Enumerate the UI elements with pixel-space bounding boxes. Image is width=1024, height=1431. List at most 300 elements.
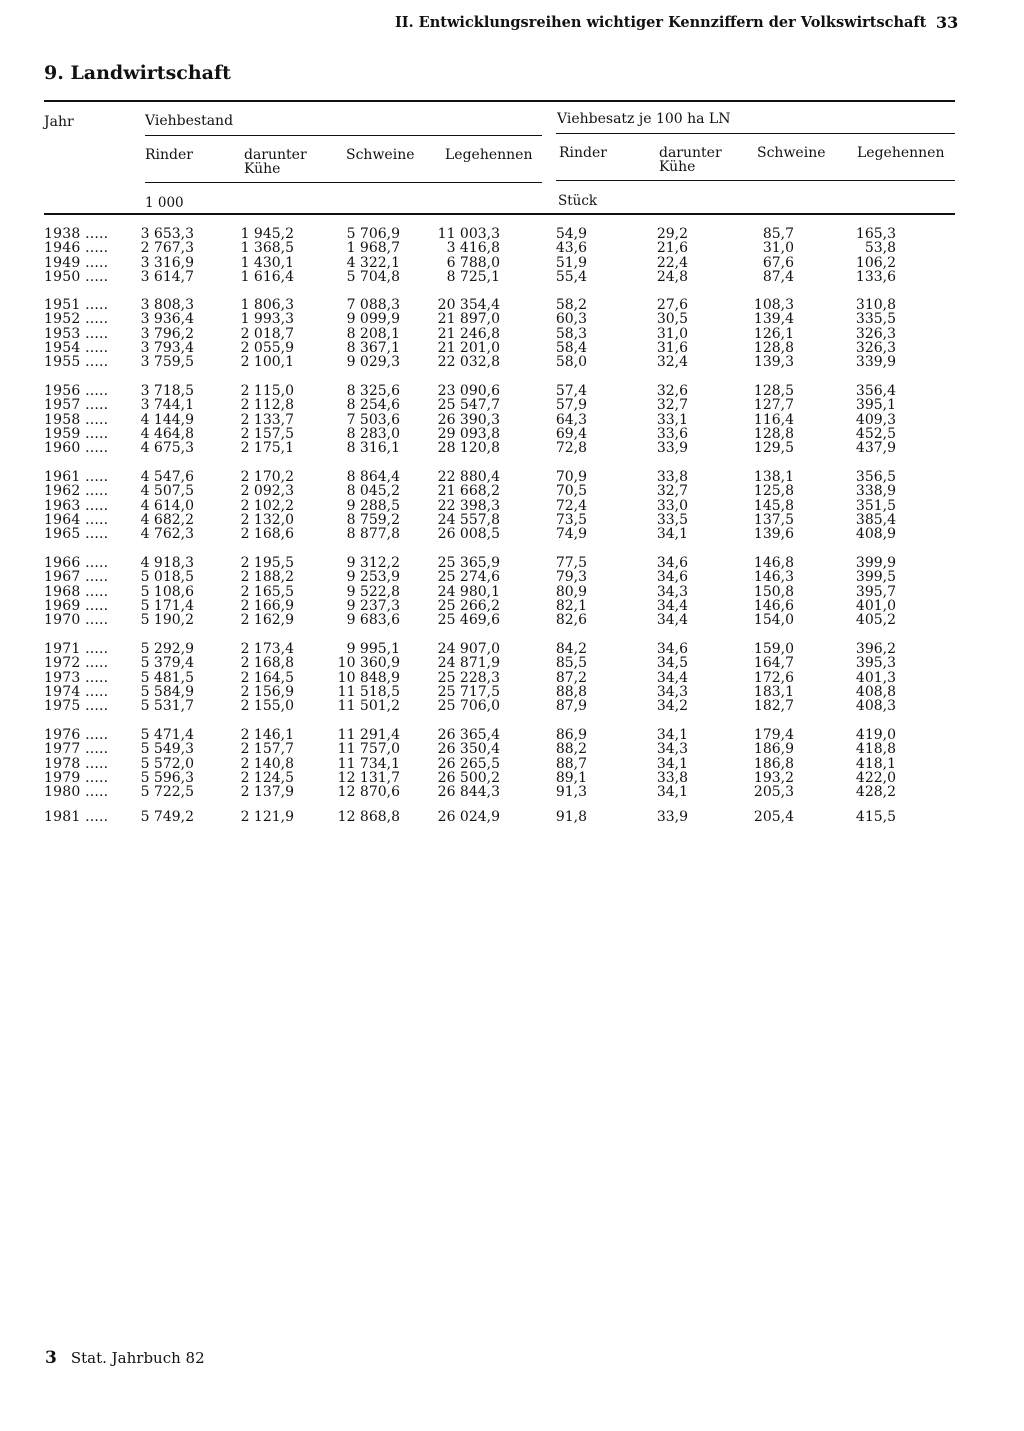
cell-legehennen-je-ha: 326,3 — [855, 339, 896, 356]
cell-schweine-je-ha: 137,5 — [753, 511, 794, 528]
cell-legehennen-je-ha: 399,5 — [855, 569, 896, 586]
cell-rinder: 5 171,4 — [140, 597, 194, 614]
group2-rule — [556, 133, 955, 134]
table-row — [0, 556, 1024, 570]
cell-kuehe-je-ha: 27,6 — [656, 297, 688, 313]
cell-schweine: 9 683,6 — [346, 612, 400, 629]
cell-schweine: 8 325,6 — [346, 383, 400, 399]
cell-rinder: 5 471,4 — [140, 727, 194, 743]
cell-rinder-je-ha: 88,7 — [555, 755, 587, 772]
cell-kuehe: 2 146,1 — [240, 727, 294, 743]
cell-rinder-je-ha: 72,8 — [555, 440, 587, 457]
cell-rinder-je-ha: 70,5 — [555, 483, 587, 500]
cell-schweine: 8 208,1 — [346, 325, 400, 342]
cell-schweine-je-ha: 146,6 — [753, 597, 794, 614]
cell-rinder: 5 722,5 — [140, 784, 194, 801]
cell-rinder: 3 653,3 — [140, 226, 194, 242]
cell-schweine: 12 868,8 — [337, 809, 400, 825]
cell-legehennen: 21 201,0 — [437, 339, 500, 356]
cell-rinder-je-ha: 85,5 — [555, 655, 587, 672]
cell-schweine-je-ha: 139,4 — [753, 311, 794, 328]
table-row — [0, 341, 1024, 355]
cell-legehennen-je-ha: 338,9 — [855, 483, 896, 500]
cell-schweine-je-ha: 139,6 — [753, 526, 794, 543]
cell-year: 1960 ..... — [44, 440, 109, 457]
cell-kuehe: 2 102,2 — [240, 497, 294, 514]
cell-year: 1962 ..... — [44, 483, 109, 500]
column-header-legehennen-je-ha: Legehennen — [857, 145, 945, 161]
cell-kuehe-je-ha: 34,3 — [656, 741, 688, 758]
cell-rinder: 4 614,0 — [140, 497, 194, 514]
table-top-rule — [44, 100, 955, 102]
table-row — [0, 427, 1024, 441]
cell-kuehe: 2 132,0 — [240, 511, 294, 528]
cell-legehennen-je-ha: 396,2 — [855, 641, 896, 657]
cell-rinder: 3 808,3 — [140, 297, 194, 313]
cell-kuehe: 2 165,5 — [240, 583, 294, 600]
page-footer — [45, 1348, 205, 1368]
cell-kuehe-je-ha: 33,0 — [656, 497, 688, 514]
cell-legehennen-je-ha: 401,0 — [855, 597, 896, 614]
cell-legehennen-je-ha: 395,1 — [855, 397, 896, 414]
cell-schweine-je-ha: 87,4 — [762, 268, 794, 285]
table-row — [0, 671, 1024, 685]
cell-rinder-je-ha: 88,2 — [555, 741, 587, 758]
unit-label-thousand: 1 000 — [145, 195, 184, 211]
cell-legehennen: 8 725,1 — [446, 268, 500, 285]
cell-legehennen-je-ha: 452,5 — [855, 425, 896, 442]
cell-legehennen: 25 547,7 — [437, 397, 500, 414]
cell-schweine: 8 254,6 — [346, 397, 400, 414]
cell-schweine: 9 237,3 — [346, 597, 400, 614]
cell-kuehe: 1 616,4 — [240, 268, 294, 285]
cell-legehennen-je-ha: 408,9 — [855, 526, 896, 543]
cell-schweine-je-ha: 129,5 — [753, 440, 794, 457]
cell-schweine: 11 518,5 — [337, 683, 400, 700]
cell-schweine-je-ha: 164,7 — [753, 655, 794, 672]
cell-legehennen: 24 871,9 — [437, 655, 500, 672]
table-row — [0, 527, 1024, 541]
cell-rinder: 3 796,2 — [140, 325, 194, 342]
cell-rinder: 3 759,5 — [140, 354, 194, 371]
cell-schweine-je-ha: 146,8 — [753, 555, 794, 571]
cell-rinder: 4 507,5 — [140, 483, 194, 500]
section-title: 9. Landwirtschaft — [44, 62, 231, 84]
cell-schweine: 8 045,2 — [346, 483, 400, 500]
table-row — [0, 757, 1024, 771]
cell-rinder: 5 292,9 — [140, 641, 194, 657]
cell-schweine-je-ha: 179,4 — [753, 727, 794, 743]
cell-legehennen: 21 668,2 — [437, 483, 500, 500]
cell-rinder-je-ha: 60,3 — [555, 311, 587, 328]
cell-legehennen: 26 350,4 — [437, 741, 500, 758]
cell-kuehe-je-ha: 33,8 — [656, 469, 688, 485]
table-row — [0, 570, 1024, 584]
cell-kuehe: 2 157,5 — [240, 425, 294, 442]
cell-legehennen: 25 266,2 — [437, 597, 500, 614]
cell-legehennen: 22 880,4 — [437, 469, 500, 485]
cell-legehennen: 26 500,2 — [437, 769, 500, 786]
table-row — [0, 771, 1024, 785]
cell-rinder-je-ha: 74,9 — [555, 526, 587, 543]
cell-rinder: 3 316,9 — [140, 254, 194, 271]
cell-legehennen-je-ha: 395,3 — [855, 655, 896, 672]
table-row — [0, 585, 1024, 599]
cell-rinder-je-ha: 57,4 — [555, 383, 587, 399]
cell-schweine: 8 759,2 — [346, 511, 400, 528]
cell-kuehe-je-ha: 32,4 — [656, 354, 688, 371]
cell-kuehe: 2 121,9 — [240, 809, 294, 825]
cell-schweine: 12 870,6 — [337, 784, 400, 801]
unit-rule-left — [145, 182, 542, 183]
cell-kuehe: 2 195,5 — [240, 555, 294, 571]
group-header-viehbesatz: Viehbesatz je 100 ha LN — [557, 111, 731, 127]
cell-schweine-je-ha: 31,0 — [762, 240, 794, 257]
column-header-rinder-je-ha: Rinder — [559, 145, 607, 161]
group1-rule — [145, 135, 542, 136]
cell-rinder-je-ha: 86,9 — [555, 727, 587, 743]
cell-year: 1958 ..... — [44, 411, 109, 428]
cell-legehennen-je-ha: 335,5 — [855, 311, 896, 328]
column-header-kuehe-je-ha-line1: darunter — [659, 145, 722, 161]
cell-year: 1977 ..... — [44, 741, 109, 758]
table-row — [0, 355, 1024, 369]
cell-year: 1973 ..... — [44, 669, 109, 686]
cell-year: 1979 ..... — [44, 769, 109, 786]
cell-kuehe: 2 188,2 — [240, 569, 294, 586]
cell-rinder: 3 744,1 — [140, 397, 194, 414]
cell-schweine: 9 522,8 — [346, 583, 400, 600]
cell-legehennen-je-ha: 339,9 — [855, 354, 896, 371]
cell-schweine: 10 848,9 — [337, 669, 400, 686]
cell-legehennen: 11 003,3 — [437, 226, 500, 242]
cell-legehennen: 20 354,4 — [437, 297, 500, 313]
cell-schweine: 11 757,0 — [337, 741, 400, 758]
cell-legehennen: 29 093,8 — [437, 425, 500, 442]
cell-legehennen-je-ha: 356,4 — [855, 383, 896, 399]
cell-kuehe: 2 173,4 — [240, 641, 294, 657]
table-row — [0, 810, 1024, 824]
cell-year: 1951 ..... — [44, 297, 109, 313]
cell-schweine: 5 704,8 — [346, 268, 400, 285]
cell-legehennen: 25 228,3 — [437, 669, 500, 686]
cell-legehennen-je-ha: 437,9 — [855, 440, 896, 457]
cell-kuehe-je-ha: 33,9 — [656, 809, 688, 825]
cell-rinder: 3 936,4 — [140, 311, 194, 328]
table-head-bottom-rule — [44, 213, 955, 215]
cell-legehennen: 21 246,8 — [437, 325, 500, 342]
cell-rinder-je-ha: 54,9 — [555, 226, 587, 242]
cell-legehennen: 3 416,8 — [446, 240, 500, 257]
cell-kuehe: 1 430,1 — [240, 254, 294, 271]
cell-rinder-je-ha: 80,9 — [555, 583, 587, 600]
cell-year: 1952 ..... — [44, 311, 109, 328]
cell-rinder-je-ha: 91,8 — [555, 809, 587, 825]
cell-rinder-je-ha: 70,9 — [555, 469, 587, 485]
cell-rinder-je-ha: 88,8 — [555, 683, 587, 700]
cell-schweine: 9 288,5 — [346, 497, 400, 514]
cell-kuehe-je-ha: 33,1 — [656, 411, 688, 428]
table-row — [0, 298, 1024, 312]
cell-schweine: 9 995,1 — [346, 641, 400, 657]
cell-rinder-je-ha: 58,3 — [555, 325, 587, 342]
cell-rinder: 5 379,4 — [140, 655, 194, 672]
column-header-schweine-je-ha: Schweine — [757, 145, 826, 161]
cell-kuehe-je-ha: 34,4 — [656, 612, 688, 629]
cell-schweine: 8 316,1 — [346, 440, 400, 457]
table-row — [0, 241, 1024, 255]
cell-year: 1976 ..... — [44, 727, 109, 743]
cell-kuehe: 2 055,9 — [240, 339, 294, 356]
cell-rinder: 4 144,9 — [140, 411, 194, 428]
cell-rinder-je-ha: 82,6 — [555, 612, 587, 629]
cell-legehennen-je-ha: 395,7 — [855, 583, 896, 600]
table-row — [0, 742, 1024, 756]
cell-rinder-je-ha: 79,3 — [555, 569, 587, 586]
cell-rinder-je-ha: 87,2 — [555, 669, 587, 686]
cell-rinder-je-ha: 87,9 — [555, 698, 587, 715]
cell-rinder-je-ha: 43,6 — [555, 240, 587, 257]
cell-rinder-je-ha: 89,1 — [555, 769, 587, 786]
footer-source: Stat. Jahrbuch 82 — [70, 1349, 205, 1367]
table-row — [0, 484, 1024, 498]
cell-year: 1967 ..... — [44, 569, 109, 586]
column-header-kuehe-je-ha-line2: Kühe — [659, 159, 696, 175]
cell-schweine-je-ha: 186,9 — [753, 741, 794, 758]
footer-page-marker: 3 — [45, 1348, 57, 1368]
cell-kuehe: 2 155,0 — [240, 698, 294, 715]
cell-rinder-je-ha: 58,0 — [555, 354, 587, 371]
cell-legehennen-je-ha: 418,8 — [855, 741, 896, 758]
group-header-viehbestand: Viehbestand — [145, 113, 234, 129]
cell-legehennen: 21 897,0 — [437, 311, 500, 328]
cell-legehennen: 26 024,9 — [437, 809, 500, 825]
cell-year: 1975 ..... — [44, 698, 109, 715]
cell-schweine-je-ha: 159,0 — [753, 641, 794, 657]
cell-kuehe: 2 168,8 — [240, 655, 294, 672]
cell-legehennen-je-ha: 422,0 — [855, 769, 896, 786]
cell-kuehe: 2 115,0 — [240, 383, 294, 399]
cell-schweine: 11 734,1 — [337, 755, 400, 772]
cell-schweine-je-ha: 186,8 — [753, 755, 794, 772]
cell-year: 1980 ..... — [44, 784, 109, 801]
table-row — [0, 642, 1024, 656]
cell-legehennen-je-ha: 326,3 — [855, 325, 896, 342]
cell-kuehe-je-ha: 34,1 — [656, 784, 688, 801]
cell-kuehe: 1 368,5 — [240, 240, 294, 257]
cell-rinder-je-ha: 91,3 — [555, 784, 587, 801]
column-header-rinder: Rinder — [145, 147, 193, 163]
cell-kuehe-je-ha: 33,9 — [656, 440, 688, 457]
cell-kuehe-je-ha: 33,5 — [656, 511, 688, 528]
cell-schweine-je-ha: 108,3 — [753, 297, 794, 313]
cell-legehennen-je-ha: 310,8 — [855, 297, 896, 313]
cell-kuehe: 2 166,9 — [240, 597, 294, 614]
table-row — [0, 398, 1024, 412]
cell-schweine-je-ha: 145,8 — [753, 497, 794, 514]
cell-kuehe: 2 124,5 — [240, 769, 294, 786]
cell-legehennen-je-ha: 418,1 — [855, 755, 896, 772]
cell-year: 1974 ..... — [44, 683, 109, 700]
cell-rinder: 4 675,3 — [140, 440, 194, 457]
table-row — [0, 656, 1024, 670]
cell-legehennen-je-ha: 351,5 — [855, 497, 896, 514]
cell-schweine: 7 503,6 — [346, 411, 400, 428]
cell-schweine: 5 706,9 — [346, 226, 400, 242]
cell-kuehe-je-ha: 32,7 — [656, 397, 688, 414]
cell-kuehe-je-ha: 31,6 — [656, 339, 688, 356]
cell-schweine: 8 367,1 — [346, 339, 400, 356]
cell-year: 1972 ..... — [44, 655, 109, 672]
cell-schweine: 8 864,4 — [346, 469, 400, 485]
cell-legehennen: 22 032,8 — [437, 354, 500, 371]
cell-schweine: 9 029,3 — [346, 354, 400, 371]
cell-schweine-je-ha: 139,3 — [753, 354, 794, 371]
cell-schweine: 9 253,9 — [346, 569, 400, 586]
cell-schweine: 9 099,9 — [346, 311, 400, 328]
table-row — [0, 513, 1024, 527]
cell-rinder: 5 584,9 — [140, 683, 194, 700]
table-row — [0, 227, 1024, 241]
cell-schweine-je-ha: 183,1 — [753, 683, 794, 700]
page-number: 33 — [936, 13, 959, 32]
cell-legehennen: 24 907,0 — [437, 641, 500, 657]
cell-rinder: 3 718,5 — [140, 383, 194, 399]
unit-label-stueck: Stück — [558, 193, 598, 209]
cell-rinder-je-ha: 57,9 — [555, 397, 587, 414]
cell-kuehe-je-ha: 22,4 — [656, 254, 688, 271]
cell-kuehe: 2 157,7 — [240, 741, 294, 758]
cell-legehennen-je-ha: 428,2 — [855, 784, 896, 801]
cell-rinder-je-ha: 51,9 — [555, 254, 587, 271]
cell-kuehe: 1 993,3 — [240, 311, 294, 328]
cell-rinder-je-ha: 72,4 — [555, 497, 587, 514]
cell-schweine-je-ha: 193,2 — [753, 769, 794, 786]
table-row — [0, 599, 1024, 613]
cell-kuehe: 2 112,8 — [240, 397, 294, 414]
cell-schweine-je-ha: 146,3 — [753, 569, 794, 586]
cell-kuehe: 2 170,2 — [240, 469, 294, 485]
cell-kuehe: 2 162,9 — [240, 612, 294, 629]
cell-legehennen-je-ha: 408,3 — [855, 698, 896, 715]
cell-schweine-je-ha: 126,1 — [753, 325, 794, 342]
cell-schweine-je-ha: 85,7 — [762, 226, 794, 242]
cell-year: 1961 ..... — [44, 469, 109, 485]
table-row — [0, 499, 1024, 513]
running-title: II. Entwicklungsreihen wichtiger Kennziffern der Volkswirtschaft — [395, 14, 927, 31]
cell-rinder: 4 762,3 — [140, 526, 194, 543]
cell-year: 1981 ..... — [44, 809, 109, 825]
cell-schweine-je-ha: 182,7 — [753, 698, 794, 715]
cell-kuehe-je-ha: 34,1 — [656, 755, 688, 772]
cell-schweine: 11 291,4 — [337, 727, 400, 743]
cell-schweine-je-ha: 154,0 — [753, 612, 794, 629]
cell-legehennen-je-ha: 409,3 — [855, 411, 896, 428]
cell-rinder-je-ha: 55,4 — [555, 268, 587, 285]
cell-year: 1954 ..... — [44, 339, 109, 356]
cell-year: 1955 ..... — [44, 354, 109, 371]
column-header-kuehe-line1: darunter — [244, 147, 307, 163]
cell-kuehe-je-ha: 32,6 — [656, 383, 688, 399]
unit-rule-right — [556, 180, 955, 181]
cell-rinder: 4 682,2 — [140, 511, 194, 528]
cell-rinder: 3 614,7 — [140, 268, 194, 285]
cell-rinder: 5 572,0 — [140, 755, 194, 772]
table-row — [0, 256, 1024, 270]
cell-legehennen-je-ha: 401,3 — [855, 669, 896, 686]
cell-kuehe-je-ha: 34,3 — [656, 583, 688, 600]
cell-year: 1969 ..... — [44, 597, 109, 614]
cell-kuehe-je-ha: 31,0 — [656, 325, 688, 342]
column-header-kuehe-line2: Kühe — [244, 161, 281, 177]
cell-kuehe: 2 156,9 — [240, 683, 294, 700]
cell-schweine: 4 322,1 — [346, 254, 400, 271]
cell-kuehe: 2 168,6 — [240, 526, 294, 543]
cell-rinder-je-ha: 84,2 — [555, 641, 587, 657]
cell-rinder: 5 596,3 — [140, 769, 194, 786]
cell-legehennen: 26 365,4 — [437, 727, 500, 743]
cell-kuehe: 2 175,1 — [240, 440, 294, 457]
cell-legehennen: 25 717,5 — [437, 683, 500, 700]
cell-kuehe-je-ha: 34,6 — [656, 569, 688, 586]
cell-legehennen-je-ha: 405,2 — [855, 612, 896, 629]
table-row — [0, 470, 1024, 484]
cell-year: 1968 ..... — [44, 583, 109, 600]
table-row — [0, 312, 1024, 326]
cell-kuehe-je-ha: 34,2 — [656, 698, 688, 715]
cell-legehennen: 6 788,0 — [446, 254, 500, 271]
cell-schweine-je-ha: 128,5 — [753, 383, 794, 399]
cell-rinder-je-ha: 58,4 — [555, 339, 587, 356]
cell-schweine: 8 877,8 — [346, 526, 400, 543]
cell-rinder-je-ha: 69,4 — [555, 425, 587, 442]
cell-schweine-je-ha: 67,6 — [762, 254, 794, 271]
cell-rinder: 5 531,7 — [140, 698, 194, 715]
cell-kuehe: 2 137,9 — [240, 784, 294, 801]
cell-rinder: 4 547,6 — [140, 469, 194, 485]
cell-kuehe-je-ha: 34,6 — [656, 555, 688, 571]
cell-kuehe-je-ha: 30,5 — [656, 311, 688, 328]
cell-rinder: 5 549,3 — [140, 741, 194, 758]
cell-rinder-je-ha: 73,5 — [555, 511, 587, 528]
cell-kuehe-je-ha: 33,6 — [656, 425, 688, 442]
cell-schweine-je-ha: 128,8 — [753, 425, 794, 442]
cell-schweine-je-ha: 150,8 — [753, 583, 794, 600]
cell-legehennen-je-ha: 419,0 — [855, 727, 896, 743]
cell-legehennen-je-ha: 165,3 — [855, 226, 896, 242]
cell-rinder: 5 190,2 — [140, 612, 194, 629]
cell-legehennen-je-ha: 53,8 — [864, 240, 896, 257]
cell-schweine-je-ha: 116,4 — [753, 411, 794, 428]
cell-year: 1946 ..... — [44, 240, 109, 257]
cell-kuehe-je-ha: 32,7 — [656, 483, 688, 500]
cell-legehennen: 23 090,6 — [437, 383, 500, 399]
cell-rinder-je-ha: 77,5 — [555, 555, 587, 571]
cell-rinder: 2 767,3 — [140, 240, 194, 257]
cell-legehennen-je-ha: 408,8 — [855, 683, 896, 700]
table-row — [0, 384, 1024, 398]
cell-year: 1971 ..... — [44, 641, 109, 657]
table-row — [0, 441, 1024, 455]
cell-kuehe: 1 945,2 — [240, 226, 294, 242]
cell-kuehe: 2 092,3 — [240, 483, 294, 500]
cell-kuehe: 1 806,3 — [240, 297, 294, 313]
cell-legehennen: 26 008,5 — [437, 526, 500, 543]
cell-legehennen: 26 844,3 — [437, 784, 500, 801]
cell-kuehe-je-ha: 34,4 — [656, 597, 688, 614]
table-row — [0, 685, 1024, 699]
cell-legehennen: 25 469,6 — [437, 612, 500, 629]
